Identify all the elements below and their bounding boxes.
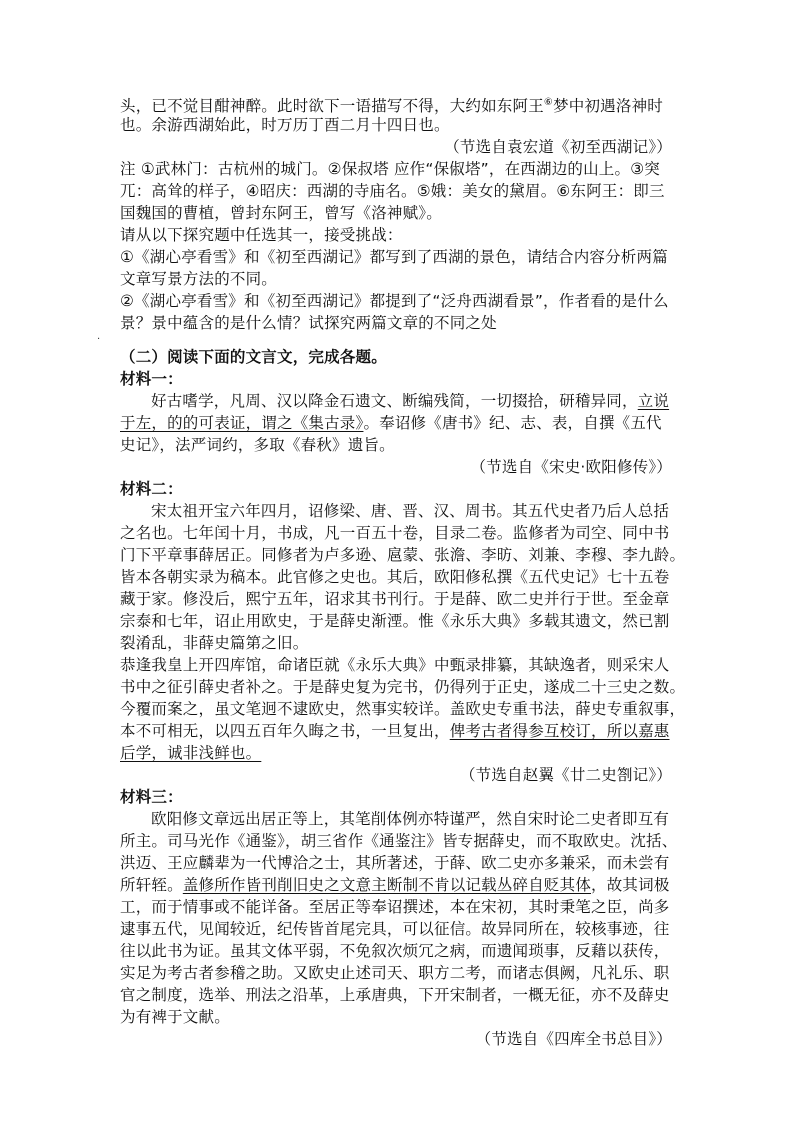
- passage-line: 之名也。七年闰十月，书成，凡一百五十卷，目录二卷。监修者为司空、同中书: [120, 524, 670, 542]
- passage-line: [120, 412, 676, 434]
- underlined-text: 立说: [637, 392, 670, 410]
- source-citation: （节选自《四库全书总目》）: [475, 1030, 672, 1048]
- underlined-text: 后学，诚非浅鲜也。: [120, 744, 262, 762]
- text: 。奉诏修《唐书》纪、志、表，自撰《五代: [363, 414, 662, 432]
- passage-line: 往以此书为证。虽其文体平弱，不免叙次烦冗之病，而遗闻琐事，反藉以获传，: [120, 942, 670, 960]
- passage-line: 欧阳修文章远出居正等上，其笔削体例亦特谨严，然自宋时论二史者即互有: [151, 810, 670, 828]
- text: 本不可相无，以四五百年久晦之书，一旦复出，: [120, 722, 450, 740]
- underlined-text: 盖修所作皆刊削旧史之文意主断制不肯以记载丛碎自贬其体: [182, 876, 592, 894]
- passage-line: 宗泰和七年，诏止用欧史，于是薛史渐湮。惟《永乐大典》多载其遗文，然已割: [120, 612, 670, 630]
- passage-line: 逮事五代，见闻较近，纪传皆首尾完具，可以征信。故异同所在，较核事迹，往: [120, 920, 670, 938]
- passage-line: 史记》，法严词约，多取《春秋》遗旨。: [120, 436, 395, 454]
- passage-line: 官之制度，选举、刑法之沿革，上承唐典，下开宋制者，一概无征，亦不及薛史: [120, 986, 670, 1004]
- text: 梦中初遇洛神时: [553, 97, 663, 116]
- passage-line: 裂淆乱，非薛史篇第之旧。: [120, 634, 309, 652]
- text: 头，已不觉目酣神醉。此时欲下一语描写不得，大约如东阿王: [120, 97, 544, 116]
- passage-line: 门下平章事薛居正。同修者为卢多逊、扈蒙、张澹、李昉、刘兼、李穆、李九龄。: [120, 546, 686, 564]
- footnote-marker: ⑥: [543, 97, 554, 108]
- annotation-line: 注 ①武林门：古杭州的城门。②保叔塔 应作“保俶塔”，在西湖边的山上。③突: [120, 160, 661, 178]
- passage-line: 皆本各朝实录为稿本。此官修之史也。其后，欧阳修私撰《五代史记》七十五卷: [120, 568, 670, 586]
- source-citation: （节选自赵翼《廿二史劄记》）: [459, 766, 672, 784]
- passage-line: [120, 390, 676, 412]
- passage-line: [120, 92, 676, 114]
- passage-line: [120, 742, 676, 764]
- part1-passage-end: [120, 92, 676, 334]
- passage-line: 工，而于情事或不能详备。至居正等奉诏撰述，本在宋初，其时秉笔之臣，尚多: [120, 898, 670, 916]
- task-intro: 请从以下探究题中任选其一，接受挑战：: [120, 226, 403, 244]
- text: ，故其词极: [591, 876, 670, 894]
- underlined-text: 俾考古者得参互校订，所以嘉惠: [449, 722, 670, 740]
- passage-line: 为有裨于文献。: [120, 1008, 230, 1026]
- passage-line: 书中之征引薛史者补之。于是薛史复为完书，仍得列于正史，遂成二十三史之数。: [120, 678, 686, 696]
- task-option-1-cont: 文章写景方法的不同。: [120, 270, 278, 288]
- margin-marker: ·: [97, 334, 101, 345]
- passage-line: [120, 720, 676, 742]
- task-option-2-cont: 景？景中蕴含的是什么情？试探究两篇文章的不同之处: [120, 314, 497, 332]
- passage-line: 藏于家。修没后，熙宁五年，诏求其书刊行。于是薛、欧二史并行于世。至金章: [120, 590, 670, 608]
- passage-line: 也。余游西湖始此，时万历丁酉二月十四日也。: [120, 116, 450, 134]
- section-title: （二）阅读下面的文言文，完成各题。: [120, 348, 387, 366]
- part2-section: [120, 346, 686, 1050]
- task-option-1: ①《湖心亭看雪》和《初至西湖记》都写到了西湖的景色，请结合内容分析两篇: [120, 248, 668, 266]
- underlined-text: 于左，的的可表证，谓之《集古录》: [120, 414, 364, 432]
- material-3-label: 材料三：: [120, 788, 183, 806]
- material-2-label: 材料二：: [120, 480, 183, 498]
- passage-line: [120, 874, 676, 896]
- task-option-2: ②《湖心亭看雪》和《初至西湖记》都提到了“泛舟西湖看景”，作者看的是什么: [120, 292, 669, 310]
- passage-line: 洪迈、王应麟辈为一代博洽之士，其所著述，于薛、欧二史亦多兼采，而未尝有: [120, 854, 670, 872]
- annotation-line: 兀：高耸的样子，④昭庆：西湖的寺庙名。⑤娥：美女的黛眉。⑥东阿王：即三: [120, 182, 665, 200]
- text: 好古嗜学，凡周、汉以降金石遗文、断编残简，一切掇拾，研稽异同，: [151, 392, 638, 410]
- material-1-label: 材料一：: [120, 370, 183, 388]
- passage-line: 实足为考古者参稽之助。又欧史止述司天、职方二考，而诸志俱阙，凡礼乐、职: [120, 964, 670, 982]
- passage-line: 今覆而案之，虽文笔迥不逮欧史，然事实较详。盖欧史专重书法，薛史专重叙事，: [120, 700, 686, 718]
- passage-line: 宋太祖开宝六年四月，诏修梁、唐、晋、汉、周书。其五代史者乃后人总括: [151, 502, 670, 520]
- text: 所轩轾。: [120, 876, 183, 894]
- source-citation: （节选自《宋史·欧阳修传》）: [470, 458, 672, 476]
- annotation-line: 国魏国的曹植，曾封东阿王，曾写《洛神赋》。: [120, 204, 442, 222]
- passage-line: 所主。司马光作《通鉴》，胡三省作《通鉴注》皆专据薛史，而不取欧史。沈括、: [120, 832, 678, 850]
- source-citation: （节选自袁宏道《初至西湖记》）: [444, 138, 672, 156]
- passage-line: 恭逢我皇上开四库馆，命诸臣就《永乐大典》中甄录排纂，其缺逸者，则采宋人: [120, 656, 670, 674]
